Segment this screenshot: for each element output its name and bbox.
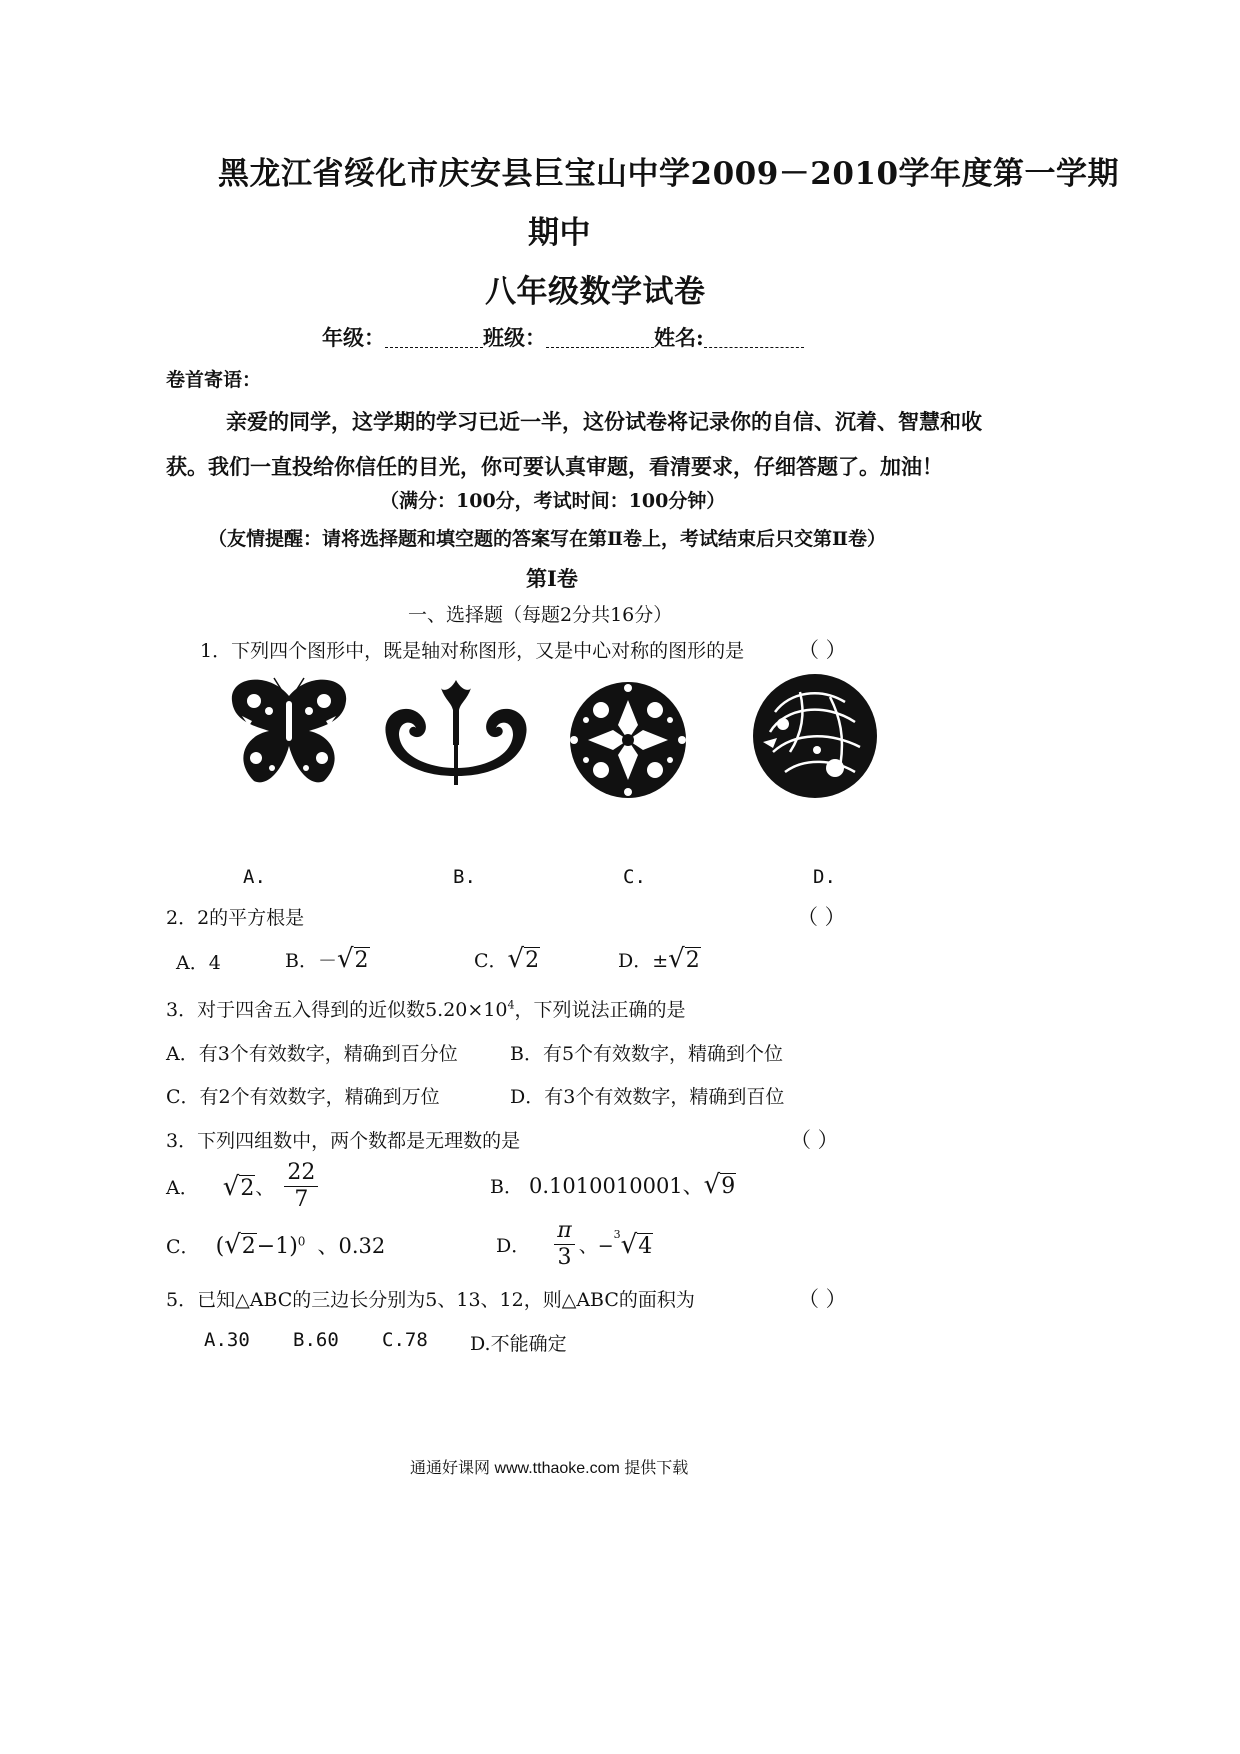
figure-b-ornament [381, 680, 531, 790]
question-4-option-c[interactable] [166, 1230, 385, 1260]
question-4-option-c-radicand: 2 [241, 1234, 256, 1259]
foreword-label: 卷首寄语： [166, 369, 262, 391]
question-2-option-c-radicand: 2 [525, 948, 540, 973]
fraction [284, 1160, 318, 1213]
volume-label: 第Ⅰ卷 [526, 566, 578, 591]
sqrt-symbol: √2 [224, 1230, 256, 1260]
question-5-option-d[interactable]: D.不能确定 [470, 1333, 567, 1355]
question-1-option-d[interactable]: D. [813, 866, 836, 888]
fraction-numerator: π [554, 1218, 574, 1245]
question-3-option-c[interactable]: C．有2个有效数字，精确到万位 [166, 1086, 440, 1108]
footer-credit: 通通好课网 www.tthaoke.com 提供下载 [410, 1460, 689, 1477]
question-5-option-c[interactable]: C.78 [382, 1329, 428, 1351]
question-5-answer-paren[interactable]: （ ） [798, 1287, 847, 1311]
question-2-option-b[interactable] [285, 944, 370, 974]
question-3-exponent: 4 [507, 998, 515, 1012]
question-3-option-a[interactable]: A．有3个有效数字，精确到百分位 [166, 1043, 458, 1065]
fraction-denominator: 3 [557, 1245, 572, 1270]
question-2-option-c[interactable] [474, 944, 540, 974]
question-5-option-a[interactable]: A.30 [204, 1329, 250, 1351]
figure-d-phoenix [745, 672, 885, 800]
student-info-row [322, 322, 804, 352]
score-time-note: （满分：100分，考试时间：100分钟） [380, 490, 726, 512]
question-2-option-d[interactable] [618, 944, 701, 974]
figure-c-snowflake [566, 680, 691, 800]
question-4-option-a-label: A． [166, 1177, 199, 1199]
page-subtitle: 八年级数学试卷 [485, 274, 706, 310]
sqrt-symbol: √2 [668, 944, 700, 974]
question-4-option-b[interactable] [490, 1170, 736, 1200]
question-2-option-c-prefix: C． [474, 950, 508, 972]
question-4-option-b-radicand: 9 [721, 1174, 736, 1199]
question-1-option-c[interactable]: C. [623, 866, 646, 888]
class-blank[interactable] [546, 327, 654, 348]
question-3-option-d[interactable]: D．有3个有效数字，精确到百位 [510, 1086, 785, 1108]
reminder-note: （友情提醒：请将选择题和填空题的答案写在第Ⅱ卷上，考试结束后只交第Ⅱ卷） [208, 528, 887, 550]
grade-label: 年级： [322, 325, 385, 350]
question-5-option-b[interactable]: B.60 [293, 1329, 339, 1351]
question-4-text: 3．下列四组数中，两个数都是无理数的是 [166, 1130, 521, 1152]
question-4-option-c-close: −1) [256, 1234, 298, 1259]
question-4-answer-paren[interactable]: （ ） [790, 1128, 839, 1152]
sqrt-symbol: √2 [507, 944, 540, 974]
question-4-option-d-label: D． [496, 1235, 531, 1257]
class-label: 班级： [483, 325, 546, 350]
name-label: 姓名: [654, 325, 704, 350]
figure-a-butterfly [224, 676, 354, 786]
question-4-option-c-exponent: 0 [297, 1234, 306, 1249]
cube-root-index: 3 [613, 1228, 621, 1241]
question-2-option-a[interactable]: A．4 [176, 952, 221, 974]
page-title-line1: 黑龙江省绥化市庆安县巨宝山中学2009－2010学年度第一学期 [218, 156, 1120, 192]
question-2-option-d-radicand: 2 [685, 948, 700, 973]
question-4-option-d-radicand: 4 [638, 1233, 653, 1259]
question-2-option-b-radicand: 2 [354, 948, 369, 973]
question-5-text: 5．已知△ABC的三边长分别为5、13、12，则△ABC的面积为 [166, 1289, 695, 1311]
foreword-para1: 亲爱的同学，这学期的学习已近一半，这份试卷将记录你的自信、沉着、智慧和收 [226, 409, 982, 434]
name-blank[interactable] [704, 327, 804, 348]
question-4-option-a-radicand: 2 [240, 1175, 255, 1201]
fraction-numerator: 22 [284, 1160, 318, 1187]
section-heading: 一、选择题（每题2分共16分） [408, 604, 673, 626]
question-4-option-a[interactable] [166, 1160, 322, 1213]
sqrt-symbol: √9 [703, 1170, 736, 1200]
question-1-answer-paren[interactable]: （ ） [798, 638, 847, 662]
question-3-option-b[interactable]: B．有5个有效数字，精确到个位 [510, 1043, 784, 1065]
page-title-line2: 期中 [528, 215, 591, 251]
cube-root-symbol: √4 [620, 1229, 653, 1260]
question-3-text [166, 995, 686, 1022]
question-4-option-b-value: 0.1010010001、 [529, 1174, 704, 1198]
fraction [554, 1218, 574, 1271]
question-1-option-b[interactable]: B. [453, 866, 476, 888]
question-2-option-d-prefix: D．± [618, 950, 669, 972]
question-2-option-b-prefix: B．－ [285, 950, 337, 972]
question-4-option-c-open: ( [215, 1234, 225, 1259]
question-1-option-a[interactable]: A. [243, 866, 266, 888]
question-3-text-post: ，下列说法正确的是 [514, 999, 686, 1021]
question-4-option-c-tail: 、0.32 [317, 1234, 386, 1258]
foreword-para2: 获。我们一直投给你信任的目光，你可要认真审题，看清要求，仔细答题了。加油！ [166, 454, 943, 479]
question-2-text: 2．2的平方根是 [166, 907, 305, 929]
question-4-option-a-sep: 、 [255, 1177, 275, 1199]
sqrt-symbol: √2 [222, 1171, 255, 1202]
sqrt-symbol: √2 [336, 944, 369, 974]
question-4-option-d-sep: 、− [578, 1235, 614, 1257]
question-3-text-pre: 3．对于四舍五入得到的近似数5.20×10 [166, 999, 508, 1021]
question-4-option-b-label: B． [490, 1176, 523, 1198]
question-4-option-c-label: C． [166, 1236, 200, 1258]
question-2-answer-paren[interactable]: （ ） [797, 905, 846, 929]
question-4-option-d[interactable] [496, 1218, 653, 1271]
fraction-denominator: 7 [294, 1187, 309, 1212]
grade-blank[interactable] [385, 327, 483, 348]
question-1-text: 1．下列四个图形中，既是轴对称图形，又是中心对称的图形的是 [200, 640, 745, 662]
